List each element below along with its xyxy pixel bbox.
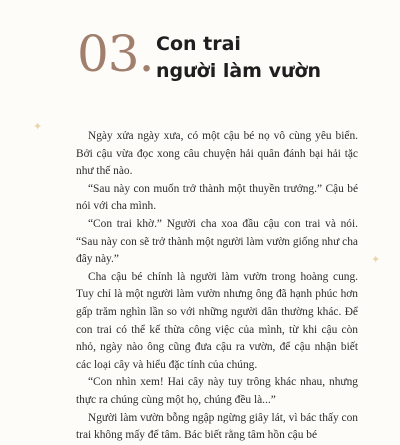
- chapter-number: 03.: [77, 25, 154, 83]
- paragraph: Cha cậu bé chính là người làm vườn trong hoàng cung. Tuy chỉ là một người làm vườn nhưng ông đã hạnh phúc hơn gấp trăm nghìn lần so với những người dân thường khác. Để con trai có thể kế thừa công việc của mình, từ khi cậu còn nhỏ, ngày nào ông cũng đưa cậu ra vườn, để cậu nhận biết các loại cây và hiểu đặc tính của chúng.: [76, 270, 358, 371]
- paragraph: “Con trai khờ.” Người cha xoa đầu cậu con trai và nói. “Sau này con sẽ trở thành một người làm vườn giống như cha đây này.”: [76, 217, 358, 266]
- paragraph: “Con nhìn xem! Hai cây này tuy trông khác nhau, nhưng thực ra chúng cùng một họ, chúng đều là...”: [76, 376, 358, 406]
- chapter-title: [156, 31, 321, 85]
- paragraph: Ngày xửa ngày xưa, có một cậu bé nọ vô cùng yêu biển. Bởi cậu vừa đọc xong câu chuyện hải quân đánh bại hải tặc như thế nào.: [76, 130, 358, 178]
- paragraph: “Sau này con muốn trở thành một thuyền trưởng.” Cậu bé nói với cha mình.: [76, 182, 358, 213]
- paragraph: Người làm vườn bỗng ngập ngừng giây lát, vì bác thấy con trai không mấy để tâm. Bác biết rằng tâm hồn cậu bé: [76, 411, 358, 442]
- story-body: [76, 128, 358, 445]
- chapter-title-line-2: người làm vườn: [156, 60, 322, 82]
- star-ornament-icon: ✦: [371, 254, 381, 266]
- chapter-title-line-1: Con trai: [156, 33, 241, 55]
- star-ornament-icon: ✦: [33, 121, 43, 133]
